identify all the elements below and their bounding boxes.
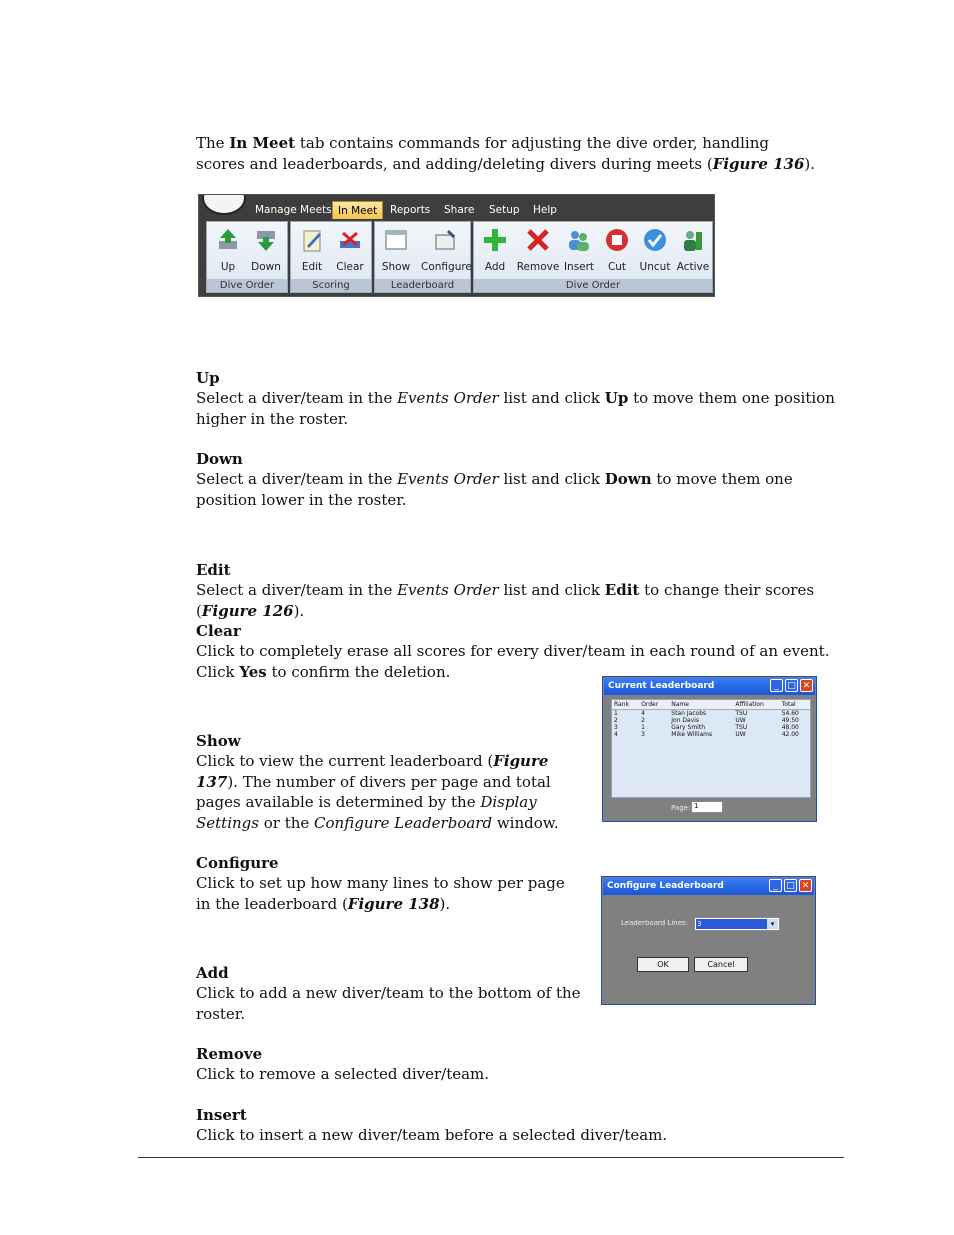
active-users-icon (680, 227, 706, 253)
plus-icon (482, 227, 508, 253)
users-icon (566, 227, 592, 253)
group-dive-order-2: Add Remove Insert Cut Uncut Active Dive Order (473, 221, 713, 293)
add-button[interactable]: Add (476, 224, 514, 278)
up-button[interactable]: Up (209, 224, 247, 278)
configure-button[interactable]: Configure (421, 224, 469, 278)
paragraph-clear: Click to completely erase all scores for every diver/team in each round of an event. Click Yes to confirm the deletion. (196, 642, 830, 681)
group-leaderboard: Show Configure Leaderboard (374, 221, 471, 293)
window-title: Configure Leaderboard (603, 878, 814, 895)
heading-clear: Clear (196, 622, 241, 640)
page-stepper[interactable]: 1 (691, 801, 723, 813)
edit-button[interactable]: Edit (293, 224, 331, 278)
heading-add: Add (196, 964, 229, 982)
table-row[interactable]: 1 4 Stan Jacobs TSU 54.60 (614, 710, 799, 717)
page-label: Page: (671, 804, 691, 812)
current-leaderboard-window (602, 676, 817, 822)
tab-in-meet[interactable]: In Meet (332, 201, 383, 219)
table-row[interactable]: 4 3 Mike Williams UW 42.00 (614, 731, 799, 738)
cancel-button[interactable]: Cancel (694, 957, 748, 972)
paragraph-up: Select a diver/team in the Events Order list and click Up to move them one position higher in the roster. (196, 389, 835, 428)
leaderboard-list[interactable] (611, 699, 811, 798)
tab-help[interactable]: Help (533, 204, 557, 216)
col-affiliation: Affiliation (733, 700, 779, 710)
minimize-icon[interactable]: _ (770, 679, 783, 692)
lines-label: Leaderboard Lines: (621, 919, 689, 927)
active-button[interactable]: Active (674, 224, 712, 278)
heading-remove: Remove (196, 1045, 263, 1063)
group-scoring: Edit Clear Scoring (290, 221, 372, 293)
paragraph-show: Click to view the current leaderboard (Figure 137). The number of divers per page and total pages available is determined by the Display Settings or the Configure Leaderboard window. (196, 752, 559, 832)
chevron-down-icon[interactable]: ▾ (767, 919, 778, 929)
heading-insert: Insert (196, 1106, 247, 1124)
heading-up: Up (196, 369, 220, 387)
lines-select[interactable]: 3 ▾ (694, 917, 780, 931)
heading-show: Show (196, 732, 241, 750)
configure-leaderboard-window (601, 876, 816, 1005)
show-button[interactable]: Show (377, 224, 415, 278)
footer-rule (138, 1157, 844, 1158)
paragraph-configure: Click to set up how many lines to show per page in the leaderboard (Figure 138). (196, 874, 565, 913)
cut-button[interactable]: Cut (598, 224, 636, 278)
tab-setup[interactable]: Setup (489, 204, 520, 216)
notepad-icon (299, 227, 325, 253)
window-title: Current Leaderboard (604, 678, 815, 695)
tab-share[interactable]: Share (444, 204, 475, 216)
app-logo-icon (202, 194, 246, 215)
heading-edit: Edit (196, 561, 231, 579)
minimize-icon[interactable]: _ (769, 879, 782, 892)
col-total: Total (780, 700, 810, 710)
intro-paragraph: The In Meet tab contains commands for adjusting the dive order, handling scores and leaderboards, and adding/deleting divers during meets (Figure 136). (196, 134, 816, 173)
tab-manage-meets[interactable]: Manage Meets (255, 204, 332, 216)
eraser-icon (337, 227, 363, 253)
ribbon-screenshot (198, 194, 715, 297)
tab-reports[interactable]: Reports (390, 204, 431, 216)
close-icon[interactable]: ✕ (799, 879, 812, 892)
col-rank: Rank (612, 700, 639, 710)
group-dive-order: Up Down Dive Order (206, 221, 288, 293)
heading-configure: Configure (196, 854, 279, 872)
insert-button[interactable]: Insert (560, 224, 598, 278)
down-button[interactable]: Down (247, 224, 285, 278)
remove-button[interactable]: Remove (516, 224, 560, 278)
checkmark-icon (642, 227, 668, 253)
maximize-icon[interactable]: □ (785, 679, 798, 692)
close-icon[interactable]: ✕ (800, 679, 813, 692)
paragraph-edit: Select a diver/team in the Events Order list and click Edit to change their scores (Figure 126). (196, 581, 815, 620)
ok-button[interactable]: OK (637, 957, 689, 972)
paragraph-remove: Click to remove a selected diver/team. (196, 1065, 490, 1083)
paragraph-down: Select a diver/team in the Events Order list and click Down to move them one position lower in the roster. (196, 470, 793, 509)
stop-icon (604, 227, 630, 253)
maximize-icon[interactable]: □ (784, 879, 797, 892)
x-icon (525, 227, 551, 253)
up-arrow-icon (215, 227, 241, 253)
configure-window-icon (432, 227, 458, 253)
table-row[interactable]: 2 2 Jon Davis UW 49.50 (614, 717, 799, 724)
down-arrow-icon (253, 227, 279, 253)
paragraph-add: Click to add a new diver/team to the bottom of the roster. (196, 984, 581, 1023)
heading-down: Down (196, 450, 243, 468)
col-order: Order (639, 700, 669, 710)
table-row[interactable]: 3 1 Gary Smith TSU 48.00 (614, 724, 799, 731)
clear-button[interactable]: Clear (331, 224, 369, 278)
col-name: Name (669, 700, 733, 710)
uncut-button[interactable]: Uncut (636, 224, 674, 278)
paragraph-insert: Click to insert a new diver/team before a selected diver/team. (196, 1126, 668, 1144)
window-icon (383, 227, 409, 253)
